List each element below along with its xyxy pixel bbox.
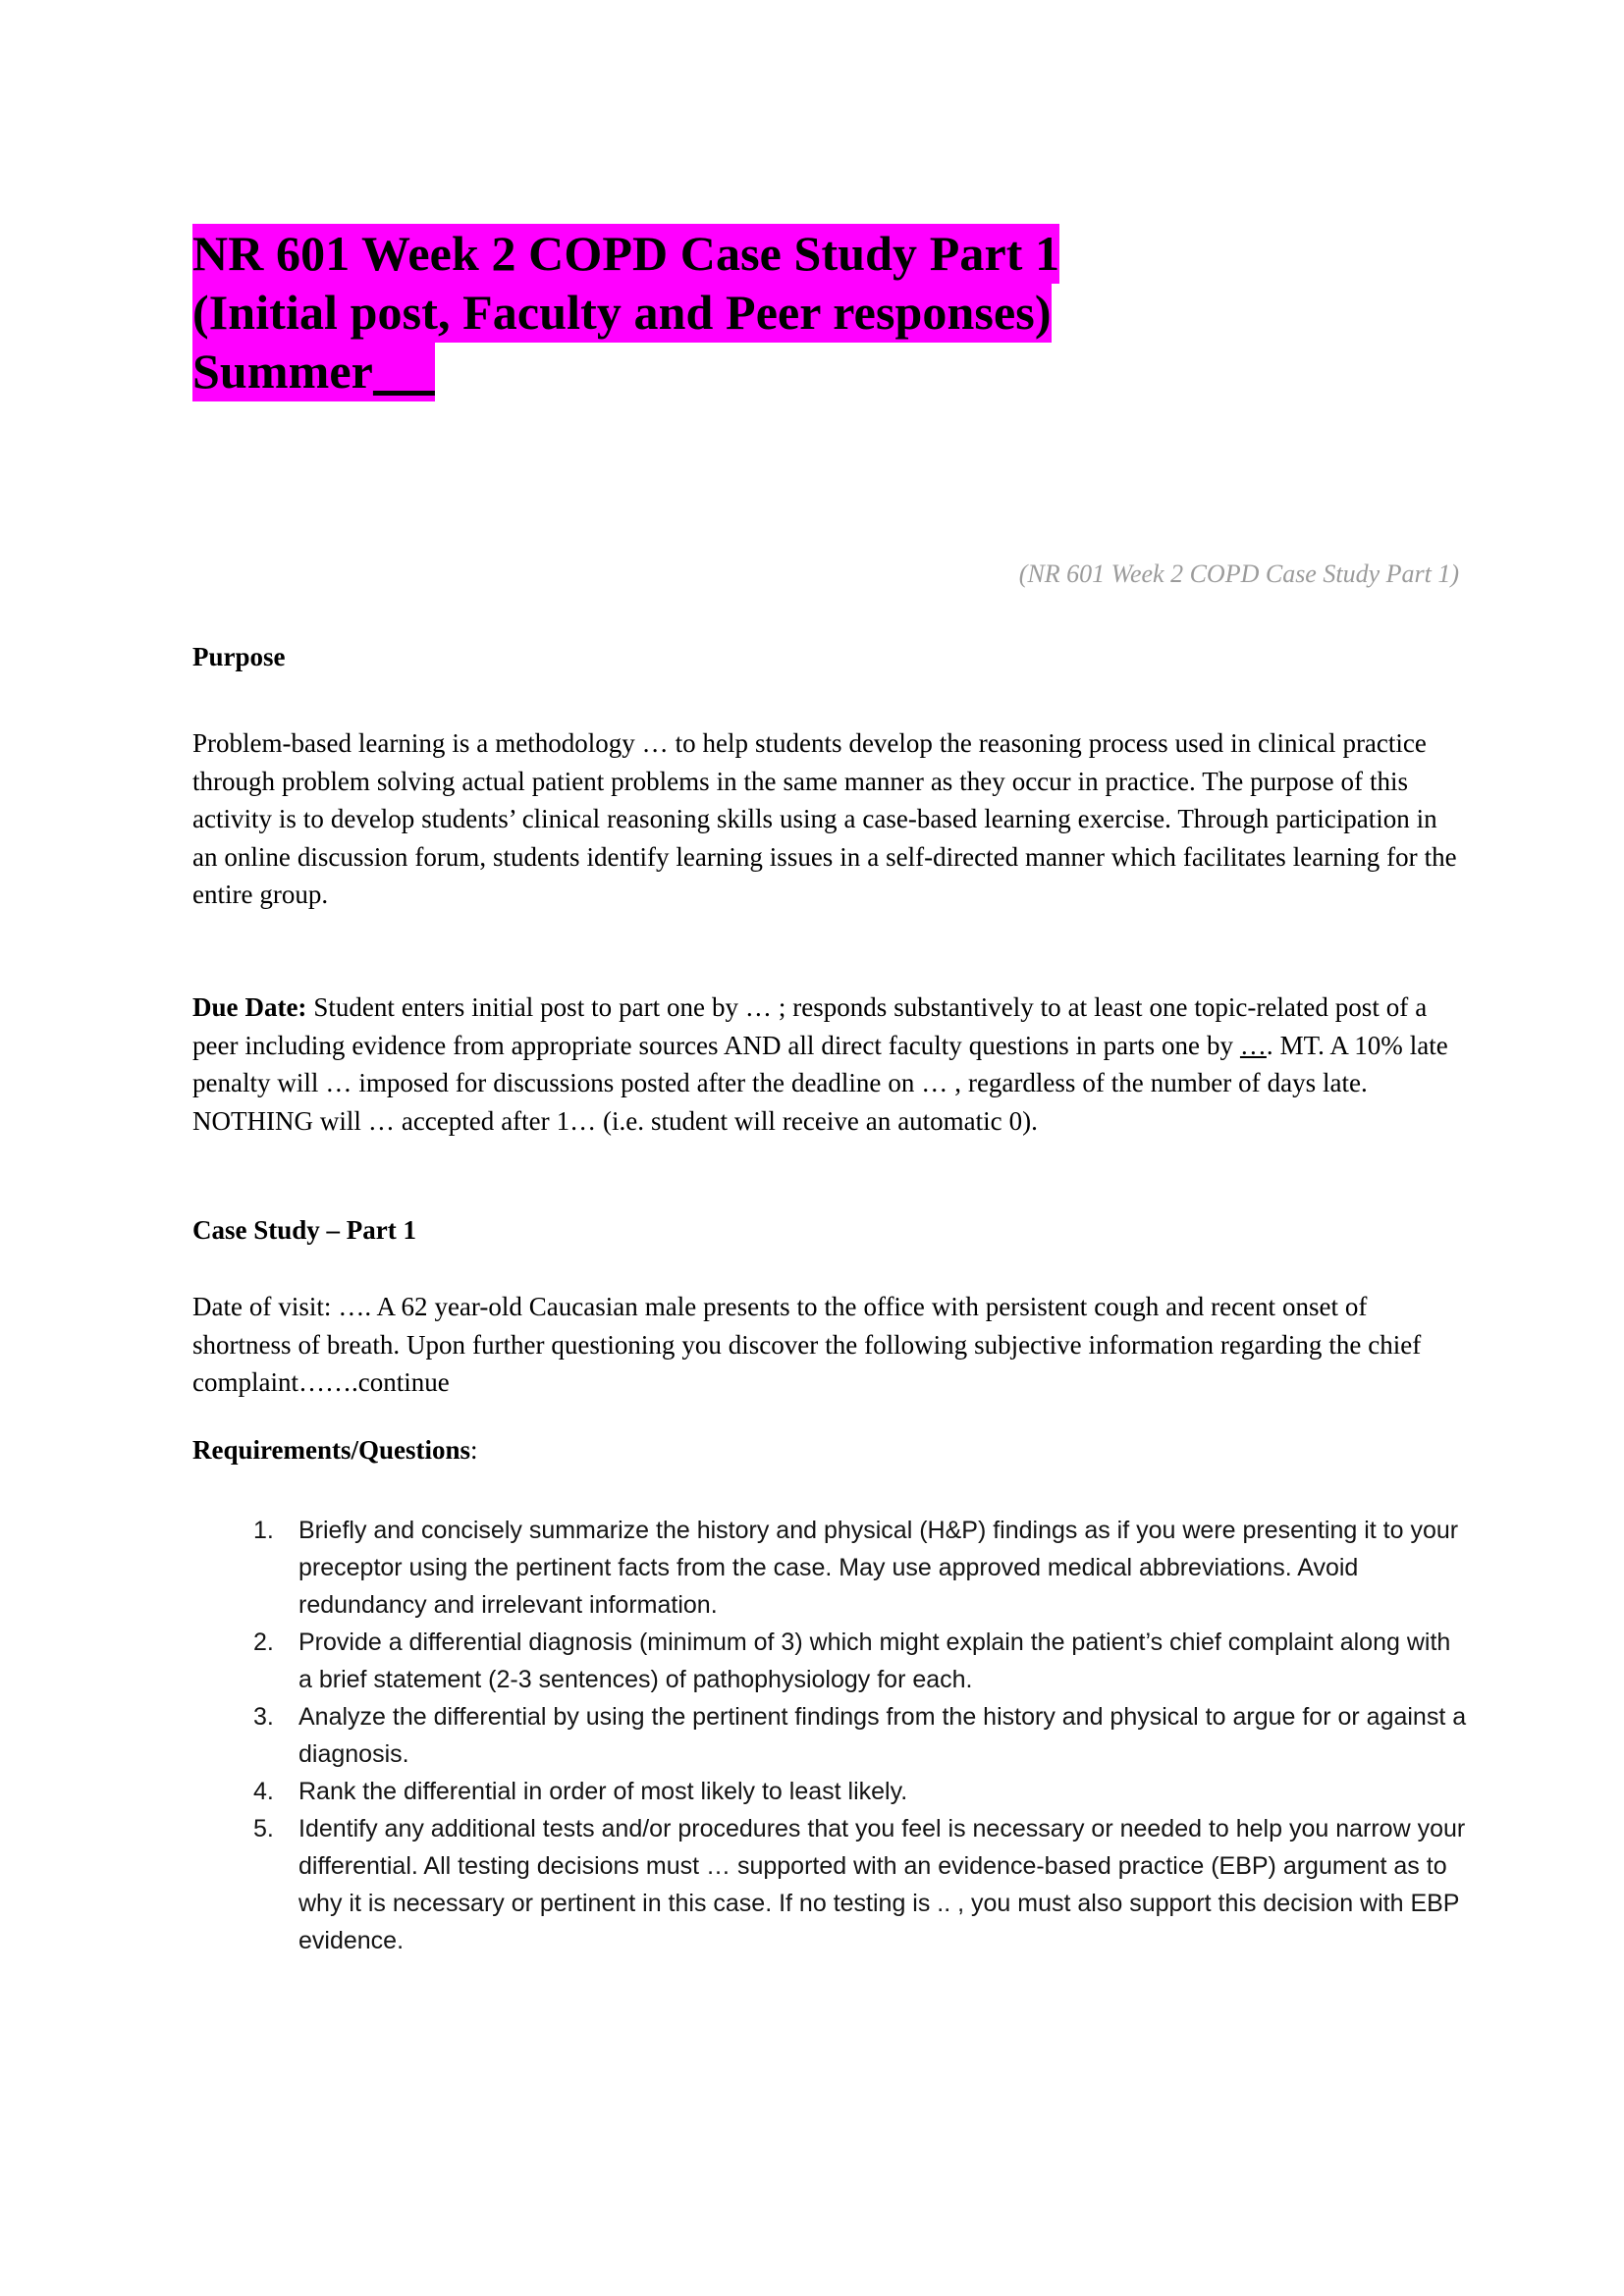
list-item-text: Rank the differential in order of most likely to least likely.	[298, 1778, 908, 1805]
list-item-text: Briefly and concisely summarize the history and physical (H&P) findings as if you were presenting it to your preceptor using the pertinent facts from the case. May use approved medical abbreviations. Avoid redundancy and irrelevant information.	[298, 1517, 1459, 1619]
list-item-number: 4.	[253, 1778, 274, 1805]
section-purpose-heading-block	[192, 640, 1459, 673]
due-date-underlined-token: …	[1239, 1030, 1267, 1060]
case-study-paragraph: Date of visit: …. A 62 year-old Caucasian male presents to the office with persistent cough and recent onset of shortness of breath. Upon further questioning you discover the following subjective information regarding the chief complaint…….continue	[192, 1292, 1422, 1397]
list-item	[192, 1773, 1469, 1810]
requirements-heading-colon: :	[470, 1435, 478, 1465]
list-item-number: 1.	[253, 1517, 274, 1544]
due-date-label: Due Date:	[192, 992, 307, 1022]
due-date-paragraph	[192, 988, 1459, 1140]
list-item-number: 5.	[253, 1815, 274, 1842]
list-item	[192, 1624, 1469, 1698]
purpose-heading: Purpose	[192, 642, 286, 671]
page-title	[192, 224, 1459, 400]
list-item-text: Analyze the differential by using the pertinent findings from the history and physical to argue for or against a diagnosis.	[298, 1703, 1467, 1768]
document-subtitle: (NR 601 Week 2 COPD Case Study Part 1)	[1018, 560, 1459, 588]
section-requirements-heading-block	[192, 1433, 1459, 1467]
section-case-study-body-block	[192, 1288, 1459, 1402]
list-item	[192, 1698, 1469, 1773]
title-line-1: NR 601 Week 2 COPD Case Study Part 1	[192, 224, 1059, 284]
title-line-3: Summer	[192, 342, 373, 401]
list-item-number: 3.	[253, 1703, 274, 1731]
title-trailing-underline	[373, 342, 435, 401]
requirements-heading-text: Requirements/Questions	[192, 1435, 471, 1465]
section-due-date-block	[192, 988, 1459, 1140]
purpose-paragraph: Problem-based learning is a methodology … to help students develop the reasoning process used in clinical practice through problem solving actual patient problems in the same manner as they occur in practice. The purpose of this activity is to develop students’ clinical reasoning skills using a case-based learning exercise. Through participation in an online discussion forum, students identify learning issues in a self-directed manner which facilitates learning for the entire group.	[192, 728, 1457, 909]
requirements-list	[192, 1512, 1469, 1959]
list-item-text: Provide a differential diagnosis (minimum of 3) which might explain the patient’s chief complaint along with a brief statement (2-3 sentences) of pathophysiology for each.	[298, 1629, 1451, 1693]
list-item-text: Identify any additional tests and/or procedures that you feel is necessary or needed to help you narrow your differential. All testing decisions must … supported with an evidence-based practice (EBP) argument as to why it is necessary or pertinent in this case. If no testing is .. , you must also support this decision with EBP evidence.	[298, 1815, 1466, 1954]
list-item	[192, 1512, 1469, 1624]
list-item	[192, 1810, 1469, 1959]
section-case-study-heading-block	[192, 1213, 1459, 1247]
due-date-text-2: . MT. A 10% late penalty will … imposed for discussions posted after the deadline on … , regardless of the number of days late. NOTHING will … accepted after 1… (i.e. student will receive an automatic 0).	[192, 1030, 1448, 1136]
requirements-heading	[192, 1433, 1459, 1467]
due-date-text-1: Student enters initial post to part one by … ; responds substantively to at least one topic-related post of a peer including evidence from appropriate sources AND all direct faculty questions in parts one by	[192, 992, 1428, 1060]
case-study-heading: Case Study – Part 1	[192, 1215, 416, 1245]
title-line-2: (Initial post, Faculty and Peer responses)	[192, 283, 1052, 343]
section-purpose-body-block	[192, 724, 1459, 914]
list-item-number: 2.	[253, 1629, 274, 1656]
